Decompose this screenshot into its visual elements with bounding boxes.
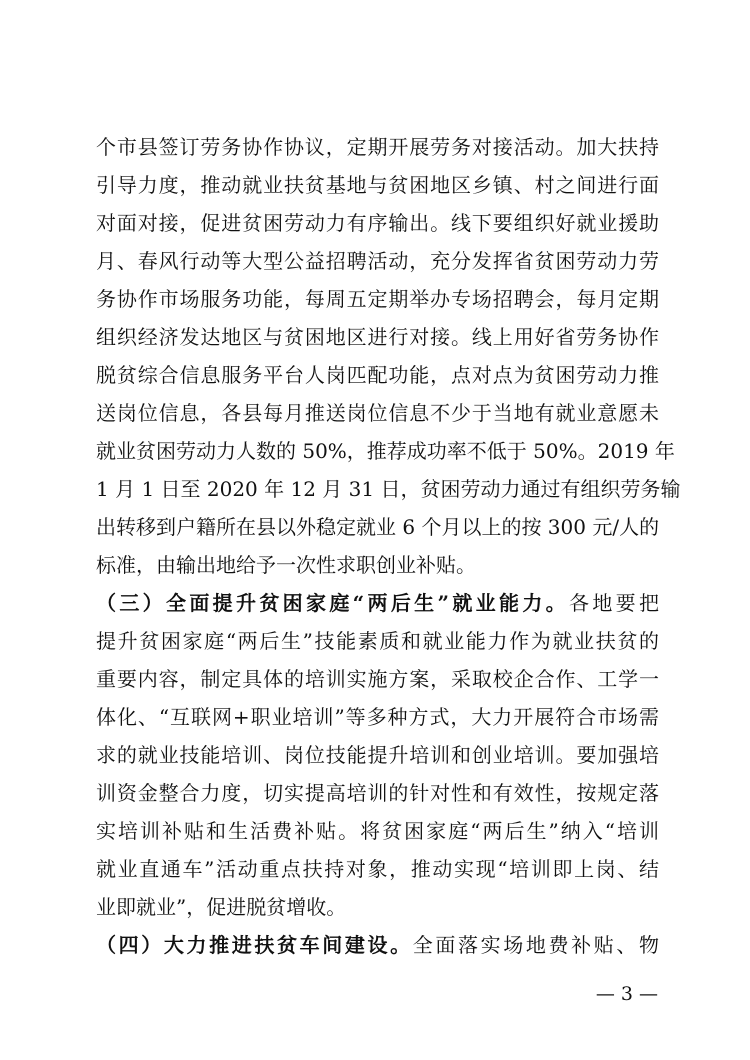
body-text-line: 1 月 1 日至 2020 年 12 月 31 日，贫困劳动力通过有组织劳务输 bbox=[96, 477, 681, 501]
body-text-line: 出转移到户籍所在县以外稳定就业 6 个月以上的按 300 元/人的 bbox=[96, 515, 660, 539]
body-text-line: 重要内容，制定具体的培训实施方案，采取校企合作、工学一 bbox=[96, 667, 659, 691]
body-text-line: 送岗位信息，各县每月推送岗位信息不少于当地有就业意愿未 bbox=[96, 401, 659, 425]
document-page bbox=[96, 0, 681, 1060]
section-heading: （四）大力推进扶贫车间建设。 bbox=[96, 933, 413, 957]
body-text-line: 就业贫困劳动力人数的 50%，推荐成功率不低于 50%。2019 年 bbox=[96, 439, 675, 463]
body-text-line: 标准，由输出地给予一次性求职创业补贴。 bbox=[96, 553, 476, 577]
body-text-line: 引导力度，推动就业扶贫基地与贫困地区乡镇、村之间进行面 bbox=[96, 173, 659, 197]
section-heading-line: （四）大力推进扶贫车间建设。全面落实场地费补贴、物 bbox=[96, 933, 659, 957]
body-text-line: 就业直通车”活动重点扶持对象，推动实现“培训即上岗、结 bbox=[96, 857, 659, 881]
body-text-line: 求的就业技能培训、岗位技能提升培训和创业培训。要加强培 bbox=[96, 743, 659, 767]
body-text-line: 体化、“互联网+职业培训”等多种方式，大力开展符合市场需 bbox=[96, 705, 659, 729]
body-text-line: 务协作市场服务功能，每周五定期举办专场招聘会，每月定期 bbox=[96, 287, 659, 311]
body-text-line: 提升贫困家庭“两后生”技能素质和就业能力作为就业扶贫的 bbox=[96, 629, 659, 653]
body-text-line: 业即就业”，促进脱贫增收。 bbox=[96, 895, 347, 919]
body-text-line: 对面对接，促进贫困劳动力有序输出。线下要组织好就业援助 bbox=[96, 211, 659, 235]
body-text-line: 脱贫综合信息服务平台人岗匹配功能，点对点为贫困劳动力推 bbox=[96, 363, 659, 387]
section-heading-line: （三）全面提升贫困家庭“两后生”就业能力。各地要把 bbox=[96, 591, 659, 615]
body-text-line: 月、春风行动等大型公益招聘活动，充分发挥省贫困劳动力劳 bbox=[96, 249, 659, 273]
body-text-line: 实培训补贴和生活费补贴。将贫困家庭“两后生”纳入“培训 bbox=[96, 819, 659, 843]
body-text-line: 个市县签订劳务协作协议，定期开展劳务对接活动。加大扶持 bbox=[96, 135, 659, 159]
body-text-line: 训资金整合力度，切实提高培训的针对性和有效性，按规定落 bbox=[96, 781, 659, 805]
page-number: — 3 — bbox=[595, 983, 658, 1005]
section-heading: （三）全面提升贫困家庭“两后生”就业能力。 bbox=[96, 591, 569, 615]
body-text-line: 组织经济发达地区与贫困地区进行对接。线上用好省劳务协作 bbox=[96, 325, 659, 349]
